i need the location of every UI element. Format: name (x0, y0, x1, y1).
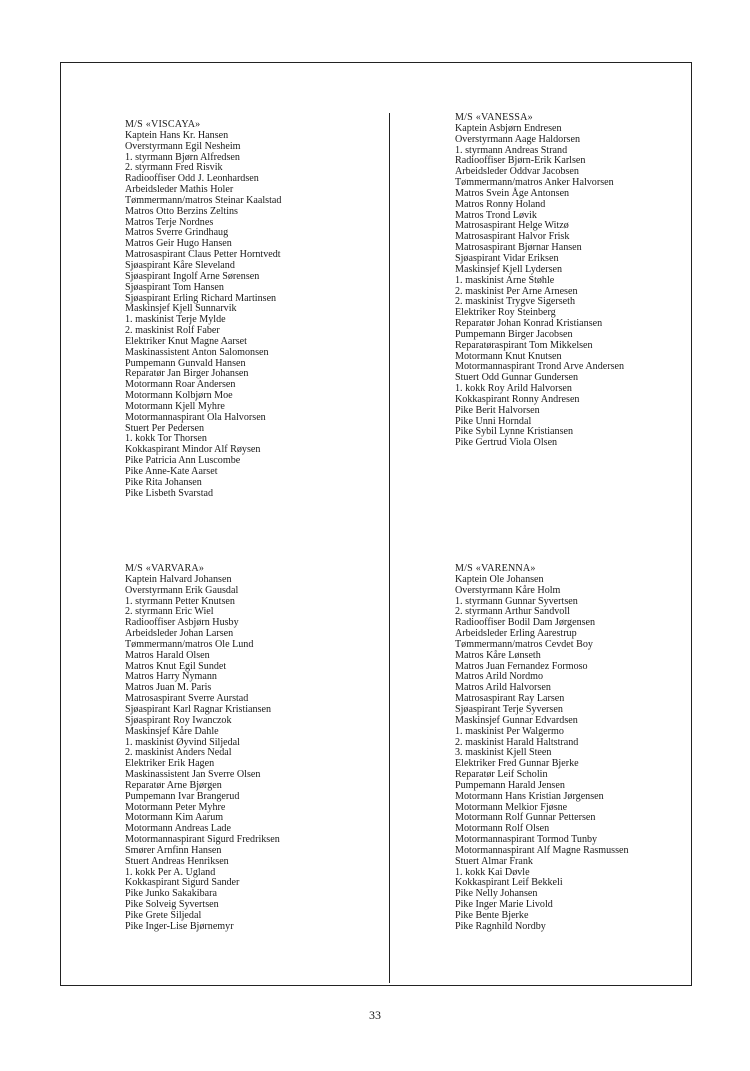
crew-member: Motormann Melkior Fjøsne (455, 801, 568, 813)
crew-member: 1. kokk Per A. Ugland (125, 866, 216, 878)
crew-member: Pike Sybil Lynne Kristiansen (455, 426, 574, 438)
crew-member: Motormann Kjell Myhre (125, 400, 225, 412)
crew-member: Kokkaspirant Ronny Andresen (455, 393, 580, 405)
crew-member: 1. kokk Roy Arild Halvorsen (455, 383, 572, 395)
crew-member: Maskinsjef Kjell Sunnarvik (125, 303, 237, 315)
crew-member: Matros Svein Åge Antonsen (455, 187, 570, 199)
crew-member: Elektriker Roy Steinberg (455, 307, 556, 319)
crew-member: Matros Kåre Lønseth (455, 649, 541, 661)
crew-member: Pike Patricia Ann Luscombe (125, 455, 241, 467)
crew-member: Reparatør Leif Scholin (455, 769, 548, 781)
crew-member: Reparatør Arne Bjørgen (125, 779, 222, 791)
crew-member: Tømmermann/matros Ole Lund (125, 638, 254, 650)
crew-member: 1. styrmann Andreas Strand (455, 144, 568, 156)
crew-member: 1. maskinist Per Walgermo (455, 725, 564, 737)
page-number: 33 (369, 1008, 381, 1022)
crew-member: Sjøaspirant Karl Ragnar Kristiansen (125, 703, 272, 715)
crew-member: Matros Knut Egil Sundet (125, 660, 227, 672)
crew-member: Elektriker Erik Hagen (125, 758, 215, 770)
crew-member: Motormann Rolf Gunnar Pettersen (455, 812, 596, 824)
crew-member: Elektriker Knut Magne Aarset (125, 335, 247, 347)
crew-member: Stuert Per Pedersen (125, 422, 205, 434)
crew-member: Motormannaspirant Tormod Tunby (455, 834, 598, 846)
crew-member: Matros Terje Nordnes (125, 216, 214, 228)
crew-member: Matrosaspirant Helge Witzø (455, 220, 569, 232)
crew-member: Radiooffiser Asbjørn Husby (125, 617, 239, 629)
crew-member: Reparatøraspirant Tom Mikkelsen (455, 339, 593, 351)
crew-member: Tømmermann/matros Cevdet Boy (455, 638, 593, 650)
crew-member: Matros Harald Olsen (125, 649, 210, 661)
crew-member: Matros Harry Nymann (125, 671, 217, 683)
crew-member: Pike Berit Halvorsen (455, 404, 540, 416)
crew-list-varvara (125, 564, 280, 933)
crew-member: 2. styrmann Arthur Sandvoll (455, 606, 570, 618)
crew-member: Pike Lisbeth Svarstad (125, 487, 214, 499)
crew-member: Sjøaspirant Vidar Eriksen (455, 252, 559, 264)
ship-name: M/S «VARENNA» (455, 563, 536, 574)
crew-member: Matrosaspirant Bjørnar Hansen (455, 242, 582, 254)
crew-member: Maskinassistent Jan Sverre Olsen (125, 769, 261, 781)
crew-member: Overstyrmann Aage Haldorsen (455, 133, 581, 145)
crew-member: Matros Arild Halvorsen (455, 682, 551, 694)
crew-member: Motormann Andreas Lade (125, 823, 231, 835)
crew-member: Arbeidsleder Mathis Holer (125, 184, 234, 196)
crew-member: Matros Sverre Grindhaug (125, 227, 229, 239)
crew-member: 2. styrmann Eric Wiel (125, 606, 214, 618)
crew-member: Radiooffiser Bodil Dam Jørgensen (455, 617, 596, 629)
crew-member: Radiooffiser Odd J. Leonhardsen (125, 173, 259, 185)
ship-name: M/S «VISCAYA» (125, 119, 201, 130)
crew-member: Stuert Odd Gunnar Gundersen (455, 372, 579, 384)
crew-member: Pike Gertrud Viola Olsen (455, 437, 558, 449)
crew-member: Motormann Roar Andersen (125, 379, 236, 391)
crew-member: Matros Arild Nordmo (455, 671, 544, 683)
crew-member: Maskinsjef Gunnar Edvardsen (455, 714, 578, 726)
crew-member: Elektriker Fred Gunnar Bjerke (455, 758, 579, 770)
crew-member: Pumpemann Birger Jacobsen (455, 328, 573, 340)
crew-member: Pike Grete Siljedal (125, 910, 202, 921)
crew-member: Pike Nelly Johansen (455, 888, 538, 900)
crew-member: Matrosaspirant Halvor Frisk (455, 231, 570, 243)
crew-member: Pike Rita Johansen (125, 476, 202, 488)
crew-member: Pike Solveig Syvertsen (125, 899, 219, 911)
crew-member: Pike Ragnhild Nordby (455, 920, 546, 932)
crew-member: 2. maskinist Trygve Sigerseth (455, 296, 576, 308)
crew-member: Matros Juan M. Paris (125, 682, 212, 694)
crew-member: Kaptein Ole Johansen (455, 573, 544, 585)
crew-member: Kaptein Halvard Johansen (125, 573, 232, 585)
crew-member: 2. maskinist Rolf Faber (125, 325, 220, 337)
crew-member: Pike Unni Horndal (455, 415, 532, 427)
crew-member: 2. styrmann Fred Risvik (125, 162, 223, 174)
crew-member: Matros Trond Løvik (455, 209, 537, 221)
crew-member: Sjøaspirant Terje Syversen (455, 703, 563, 715)
crew-member: Kaptein Hans Kr. Hansen (125, 129, 229, 141)
crew-member: Radiooffiser Bjørn-Erik Karlsen (455, 155, 586, 167)
crew-member: 1. maskinist Terje Mylde (125, 314, 226, 326)
crew-member: 1. kokk Kai Døvle (455, 866, 530, 878)
crew-member: Sjøaspirant Ingolf Arne Sørensen (125, 270, 260, 282)
crew-member: Pumpemann Gunvald Hansen (125, 357, 246, 369)
ship-name: M/S «VANESSA» (455, 112, 533, 123)
crew-member: Motormann Rolf Olsen (455, 823, 550, 835)
crew-member: 1. styrmann Petter Knutsen (125, 595, 235, 607)
crew-member: 2. maskinist Per Arne Arnesen (455, 285, 578, 297)
crew-member: Kaptein Asbjørn Endresen (455, 122, 562, 134)
crew-member: 1. styrmann Bjørn Alfredsen (125, 151, 240, 163)
crew-member: Arbeidsleder Johan Larsen (125, 628, 234, 640)
crew-member: 2. maskinist Harald Haltstrand (455, 736, 579, 748)
crew-member: Sjøaspirant Kåre Sleveland (125, 259, 235, 271)
crew-list-viscaya (125, 120, 281, 500)
crew-member: Pumpemann Harald Jensen (455, 779, 565, 791)
crew-member: 1. kokk Tor Thorsen (125, 433, 207, 445)
crew-member: Sjøaspirant Erling Richard Martinsen (125, 292, 277, 304)
crew-member: Motormann Knut Knutsen (455, 350, 562, 362)
crew-member: Overstyrmann Kåre Holm (455, 584, 561, 596)
crew-member: Motormann Peter Myhre (125, 801, 226, 813)
crew-member: Stuert Andreas Henriksen (125, 855, 229, 867)
ship-name: M/S «VARVARA» (125, 563, 205, 574)
crew-member: Matrosaspirant Ray Larsen (455, 693, 565, 705)
crew-member: 1. maskinist Arne Støhle (455, 274, 555, 286)
crew-member: Motormannaspirant Sigurd Fredriksen (125, 834, 280, 846)
crew-member: 3. maskinist Kjell Steen (455, 747, 552, 759)
crew-member: Pike Inger-Lise Bjørnemyr (125, 920, 234, 932)
crew-member: Matros Geir Hugo Hansen (125, 238, 232, 250)
crew-member: Arbeidsleder Oddvar Jacobsen (455, 166, 579, 178)
crew-member: Overstyrmann Erik Gausdal (125, 584, 239, 596)
crew-member: Tømmermann/matros Steinar Kaalstad (125, 194, 282, 206)
crew-member: Overstyrmann Egil Nesheim (125, 140, 241, 152)
crew-member: Kokkaspirant Mindor Alf Røysen (125, 444, 261, 456)
crew-member: Motormann Kolbjørn Moe (125, 390, 233, 402)
crew-member: Maskinsjef Kåre Dahle (125, 725, 219, 737)
crew-member: 1. styrmann Gunnar Syvertsen (455, 595, 578, 607)
crew-member: Arbeidsleder Erling Aarestrup (455, 628, 577, 640)
crew-member: Matros Juan Fernandez Formoso (455, 660, 588, 672)
crew-member: Pike Bente Bjerke (455, 910, 529, 921)
crew-member: Stuert Almar Frank (455, 855, 533, 867)
crew-member: Motormann Kim Aarum (125, 812, 224, 824)
column-divider (389, 113, 390, 983)
crew-member: Motormannaspirant Alf Magne Rasmussen (455, 844, 629, 856)
crew-member: Tømmermann/matros Anker Halvorsen (455, 177, 614, 189)
crew-member: Matrosaspirant Claus Petter Horntvedt (125, 249, 281, 261)
crew-member: Smører Arnfinn Hansen (125, 844, 222, 856)
crew-list-varenna (455, 564, 629, 933)
crew-member: 2. maskinist Anders Nedal (125, 747, 232, 759)
crew-member: Kokkaspirant Sigurd Sander (125, 877, 240, 889)
crew-member: Reparatør Jan Birger Johansen (125, 368, 249, 380)
crew-member: Motormann Hans Kristian Jørgensen (455, 790, 604, 802)
crew-member: Pike Junko Sakakibara (125, 888, 217, 900)
crew-list-vanessa (455, 113, 624, 449)
crew-member: Matrosaspirant Sverre Aurstad (125, 693, 249, 705)
crew-member: Maskinassistent Anton Salomonsen (125, 346, 269, 358)
crew-member: Reparatør Johan Konrad Kristiansen (455, 318, 603, 330)
crew-member: Matros Ronny Holand (455, 198, 546, 210)
crew-member: Pike Inger Marie Livold (455, 899, 553, 911)
crew-member: Pike Anne-Kate Aarset (125, 466, 218, 477)
crew-member: Motormannaspirant Trond Arve Andersen (455, 361, 625, 373)
crew-member: Motormannaspirant Ola Halvorsen (125, 411, 266, 423)
crew-member: Sjøaspirant Tom Hansen (125, 281, 224, 293)
crew-member: 1. maskinist Øyvind Siljedal (125, 736, 240, 748)
crew-member: Kokkaspirant Leif Bekkeli (455, 877, 563, 889)
crew-member: Sjøaspirant Roy Iwanczok (125, 714, 232, 726)
crew-member: Pumpemann Ivar Brangerud (125, 790, 240, 802)
crew-member: Matros Otto Berzins Zeltins (125, 205, 238, 217)
crew-member: Maskinsjef Kjell Lydersen (455, 263, 563, 275)
